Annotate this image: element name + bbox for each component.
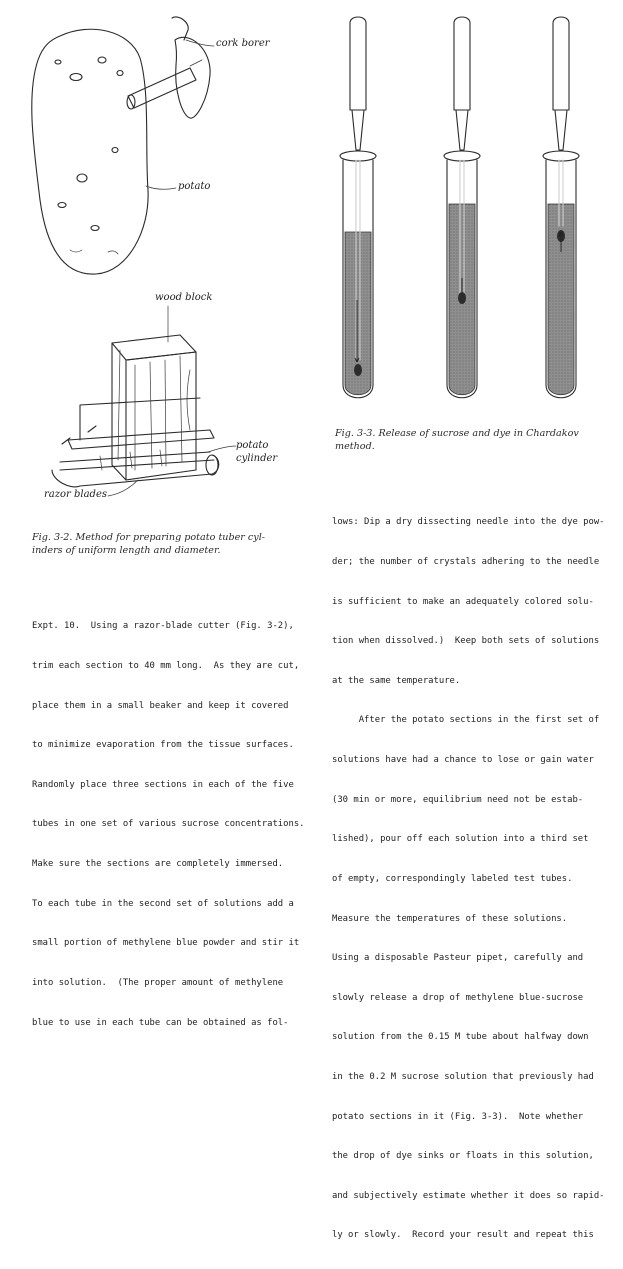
text-line: to minimize evaporation from the tissue surfaces. <box>32 740 294 751</box>
text-line: Measure the temperatures of these solutions. <box>332 913 568 924</box>
wood-block-label: wood block <box>155 292 213 303</box>
body-column-left <box>32 594 305 1056</box>
text-line: To each tube in the second set of solutions add a <box>32 898 294 909</box>
text-line: solutions have had a chance to lose or gain water <box>332 755 594 766</box>
text-line: (30 min or more, equilibrium need not be estab- <box>332 794 584 805</box>
text-line: at the same temperature. <box>332 675 461 686</box>
text-line: the drop of dye sinks or floats in this solution, <box>332 1151 594 1162</box>
text-line: small portion of methylene blue powder and stir it <box>32 938 300 949</box>
text-line: place them in a small beaker and keep it covered <box>32 700 289 711</box>
figure-3-3-caption <box>335 427 605 453</box>
razor-blades-label: razor blades <box>44 489 108 500</box>
caption-line: Fig. 3-2. Method for preparing potato tuber cyl- <box>32 532 266 543</box>
text-line: into solution. (The proper amount of methylene <box>32 977 284 988</box>
text-line: lished), pour off each solution into a third set <box>332 834 589 845</box>
test-tube-3 <box>543 17 579 398</box>
caption-line: method. <box>335 441 375 452</box>
text-line: tion when dissolved.) Keep both sets of solutions <box>332 636 600 647</box>
text-line: trim each section to 40 mm long. As they are cut, <box>32 661 300 672</box>
cork-borer-label: cork borer <box>216 38 270 49</box>
text-line: Make sure the sections are completely immersed. <box>32 859 284 870</box>
text-line: Expt. 10. Using a razor-blade cutter (Fig. 3-2), <box>32 621 294 632</box>
test-tube-2 <box>444 17 480 398</box>
caption-line: Fig. 3-3. Release of sucrose and dye in Chardakov <box>335 428 579 439</box>
text-line: Randomly place three sections in each of the five <box>32 779 294 790</box>
text-line: and subjectively estimate whether it does so rapid- <box>332 1190 605 1201</box>
text-line: ly or slowly. Record your result and repeat this <box>332 1230 594 1241</box>
body-column-right <box>332 490 605 1269</box>
text-line: potato sections in it (Fig. 3-3). Note whether <box>332 1111 584 1122</box>
text-line: After the potato sections in the first set of <box>332 715 600 726</box>
text-line: der; the number of crystals adhering to the needle <box>332 557 600 568</box>
potato-cylinder-label-line2: cylinder <box>236 453 278 464</box>
caption-line: inders of uniform length and diameter. <box>32 545 221 556</box>
text-line: blue to use in each tube can be obtained as fol- <box>32 1017 289 1028</box>
text-line: solution from the 0.15 M tube about halfway down <box>332 1032 589 1043</box>
test-tube-1 <box>340 17 376 398</box>
text-line: is sufficient to make an adequately colored solu- <box>332 596 594 607</box>
text-line: in the 0.2 M sucrose solution that previously had <box>332 1071 594 1082</box>
text-line: slowly release a drop of methylene blue-sucrose <box>332 992 584 1003</box>
potato-label: potato <box>178 181 211 192</box>
text-line: lows: Dip a dry dissecting needle into the dye pow- <box>332 517 605 528</box>
potato-cylinder-label-line1: potato <box>236 440 269 451</box>
text-line: tubes in one set of various sucrose concentrations. <box>32 819 305 830</box>
text-line: of empty, correspondingly labeled test tubes. <box>332 873 573 884</box>
text-line: Using a disposable Pasteur pipet, carefully and <box>332 953 584 964</box>
